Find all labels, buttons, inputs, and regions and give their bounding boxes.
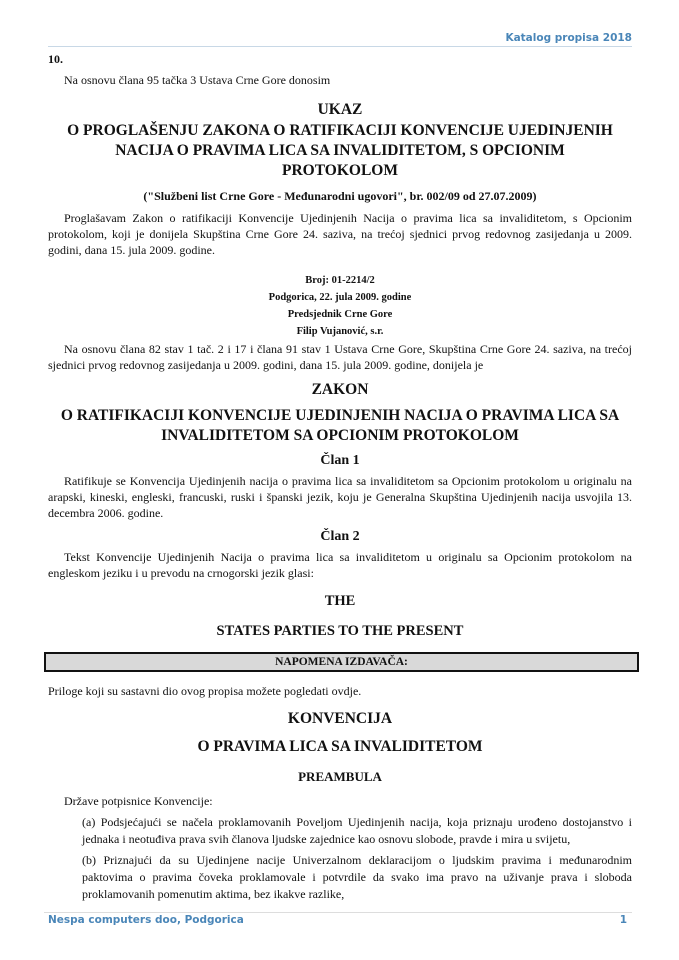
broj: Broj: 01-2214/2 — [305, 275, 375, 286]
konvencija-heading: KONVENCIJA — [287, 710, 393, 727]
clan-2-heading: Član 2 — [320, 529, 360, 544]
zakon-heading: ZAKON — [311, 381, 369, 398]
footer-company: Nespa computers doo, Podgorica — [48, 914, 244, 926]
preamble-item-b: (b) Priznajući da su Ujedinjene nacije Univerzalnom deklaracijom o ljudskim pravima i međunarodnim paktovima o pravima čoveka proklamovale i potvrdile da svako ima pravo na uživanje prava i sloboda proklamovanih pomenutim aktima, bez ikakve razlike, — [82, 853, 632, 901]
gazette-reference: ("Službeni list Crne Gore - Međunarodni ugovori", br. 002/09 od 27.07.2009) — [143, 189, 537, 203]
header-title: Katalog propisa 2018 — [505, 32, 632, 44]
president-name: Filip Vujanović, s.r. — [296, 326, 384, 337]
konvencija-title: O PRAVIMA LICA SA INVALIDITETOM — [197, 738, 483, 755]
proclamation-text: Proglašavam Zakon o ratifikaciji Konvencije Ujedinjenih Nacija o pravima lica sa invaliditetom, s Opcionim protokolom, koji je donijela Skupština Crne Gore 24. saziva, na trećoj sjednici prvog redovnog zasijedanja u 2009. godini, dana 15. jula 2009. godine. — [48, 211, 632, 257]
publisher-note-box: NAPOMENA IZDAVAČA: — [44, 652, 639, 672]
page-number: 1 — [619, 914, 627, 926]
clan-1-heading: Član 1 — [320, 453, 360, 468]
note-link-text[interactable]: Priloge koji su sastavni dio ovog propisa možete pogledati ovdje. — [48, 684, 362, 698]
clan-1-text: Ratifikuje se Konvencija Ujedinjenih nacija o pravima lica sa invaliditetom sa Opcionim protokolom u originalu na arapski, kineski, engleski, francuski, ruski i španski jezik, koju je Generalna Skupština Ujedinjenih nacija usvojila 13. decembra 2006. godine. — [48, 474, 632, 520]
place-date: Podgorica, 22. jula 2009. godine — [268, 292, 412, 303]
header-rule — [48, 46, 632, 47]
president-title: Predsjednik Crne Gore — [287, 309, 393, 320]
zakon-title: O RATIFIKACIJI KONVENCIJE UJEDINJENIH NACIJA O PRAVIMA LICA SA INVALIDITETOM SA OPCIONIM PROTOKOLOM — [60, 407, 620, 444]
clan-2-text: Tekst Konvencije Ujedinjenih Nacija o pravima lica sa invaliditetom u originalu sa Opcionim protokolom na engleskom jeziku i u prevodu na crnogorski jezik glasi: — [48, 550, 632, 580]
the-heading: THE — [324, 593, 356, 609]
intro-text: Na osnovu člana 95 tačka 3 Ustava Crne Gore donosim — [64, 73, 331, 87]
basis-text: Na osnovu člana 82 stav 1 tač. 2 i 17 i člana 91 stav 1 Ustava Crne Gore, Skupština Crne Gore 24. saziva, na trećoj sjednici prvog redovnog zasijedanja u 2009. godini, dana 15. jula 2009. godine, donijela je — [48, 342, 632, 372]
ukaz-title: O PROGLAŠENJU ZAKONA O RATIFIKACIJI KONVENCIJE UJEDINJENIH NACIJA O PRAVIMA LICA SA INVALIDITETOM, S OPCIONIM PROTOKOLOM — [67, 122, 613, 179]
drzave-text: Države potpisnice Konvencije: — [64, 794, 213, 808]
ukaz-heading: UKAZ — [317, 101, 363, 118]
preambula-heading: PREAMBULA — [298, 769, 382, 784]
footer-rule — [44, 912, 632, 913]
document-number: 10. — [48, 52, 63, 66]
preamble-item-a: (a) Podsjećajući se načela proklamovanih Poveljom Ujedinjenih nacija, koja priznaju urođeno dostojanstvo i jednaka i neotuđiva prava svih članova ljudske zajednice kao osnovu slobode, pravde i mira u svijetu, — [82, 815, 632, 846]
states-heading: STATES PARTIES TO THE PRESENT — [216, 623, 464, 639]
